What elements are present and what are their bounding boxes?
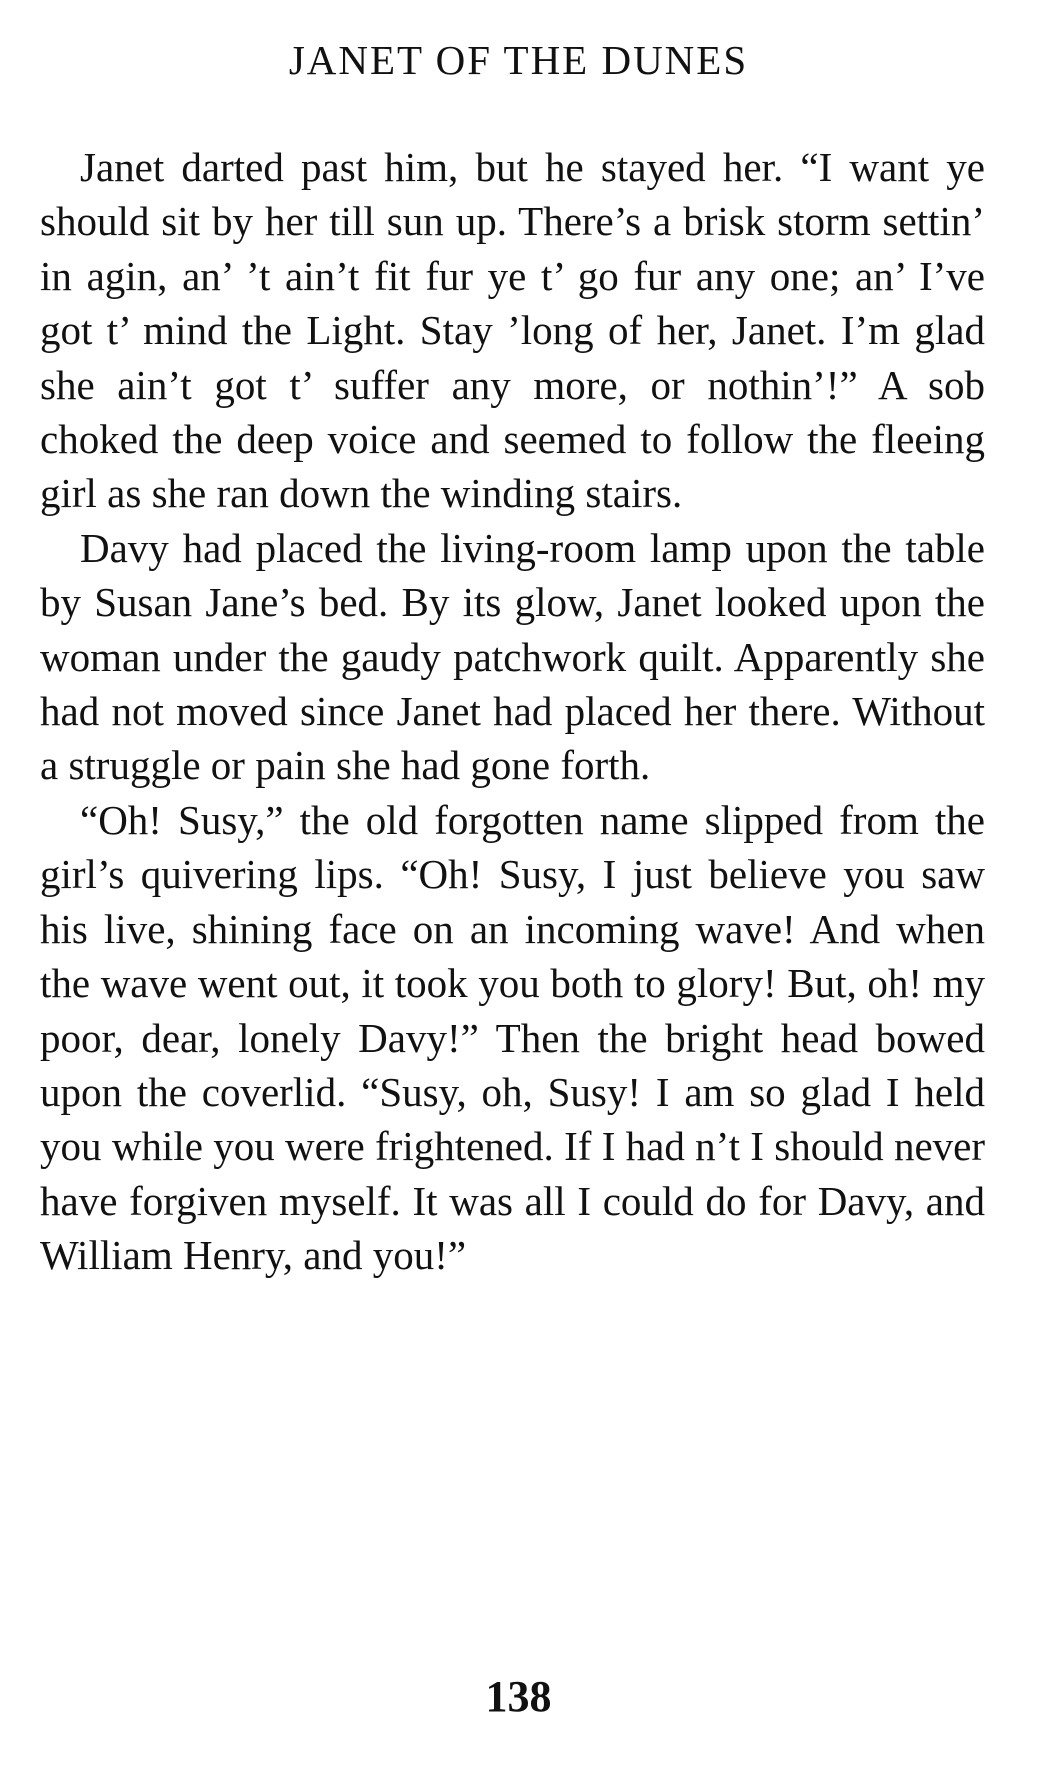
paragraph-davy-lamp: Davy had placed the living-room lamp upon the table by Susan Jane’s bed. By its glow, Janet looked upon the woman under the gaudy patchwork quilt. Apparently she had not moved since Janet had placed her there. Without a struggle or pain she had gone forth. [40, 524, 985, 789]
page-number: 138 [485, 1672, 552, 1721]
body-text [40, 140, 985, 1283]
paragraph-janet-darted: Janet darted past him, but he stayed her. “I want ye should sit by her till sun up. There’s a brisk storm settin’ in agin, an’ ’t ain’t fit fur ye t’ go fur any one; an’ I’ve got t’ mind the Light. Stay ’long of her, Janet. I’m glad she ain’t got t’ suffer any more, or nothin’!” A sob choked the deep voice and seemed to follow the fleeing girl as she ran down the winding stairs. [40, 144, 985, 517]
paragraph-oh-susy: “Oh! Susy,” the old forgotten name slipped from the girl’s quivering lips. “Oh! Susy, I just believe you saw his live, shining face on an incoming wave! And when the wave went out, it took you both to glory! But, oh! my poor, dear, lonely Davy!” Then the bright head bowed upon the coverlid. “Susy, oh, Susy! I am so glad I held you while you were frightened. If I had n’t I should never have forgiven myself. It was all I could do for Davy, and William Henry, and you!” [40, 796, 985, 1279]
running-head: JANET OF THE DUNES [288, 37, 749, 83]
